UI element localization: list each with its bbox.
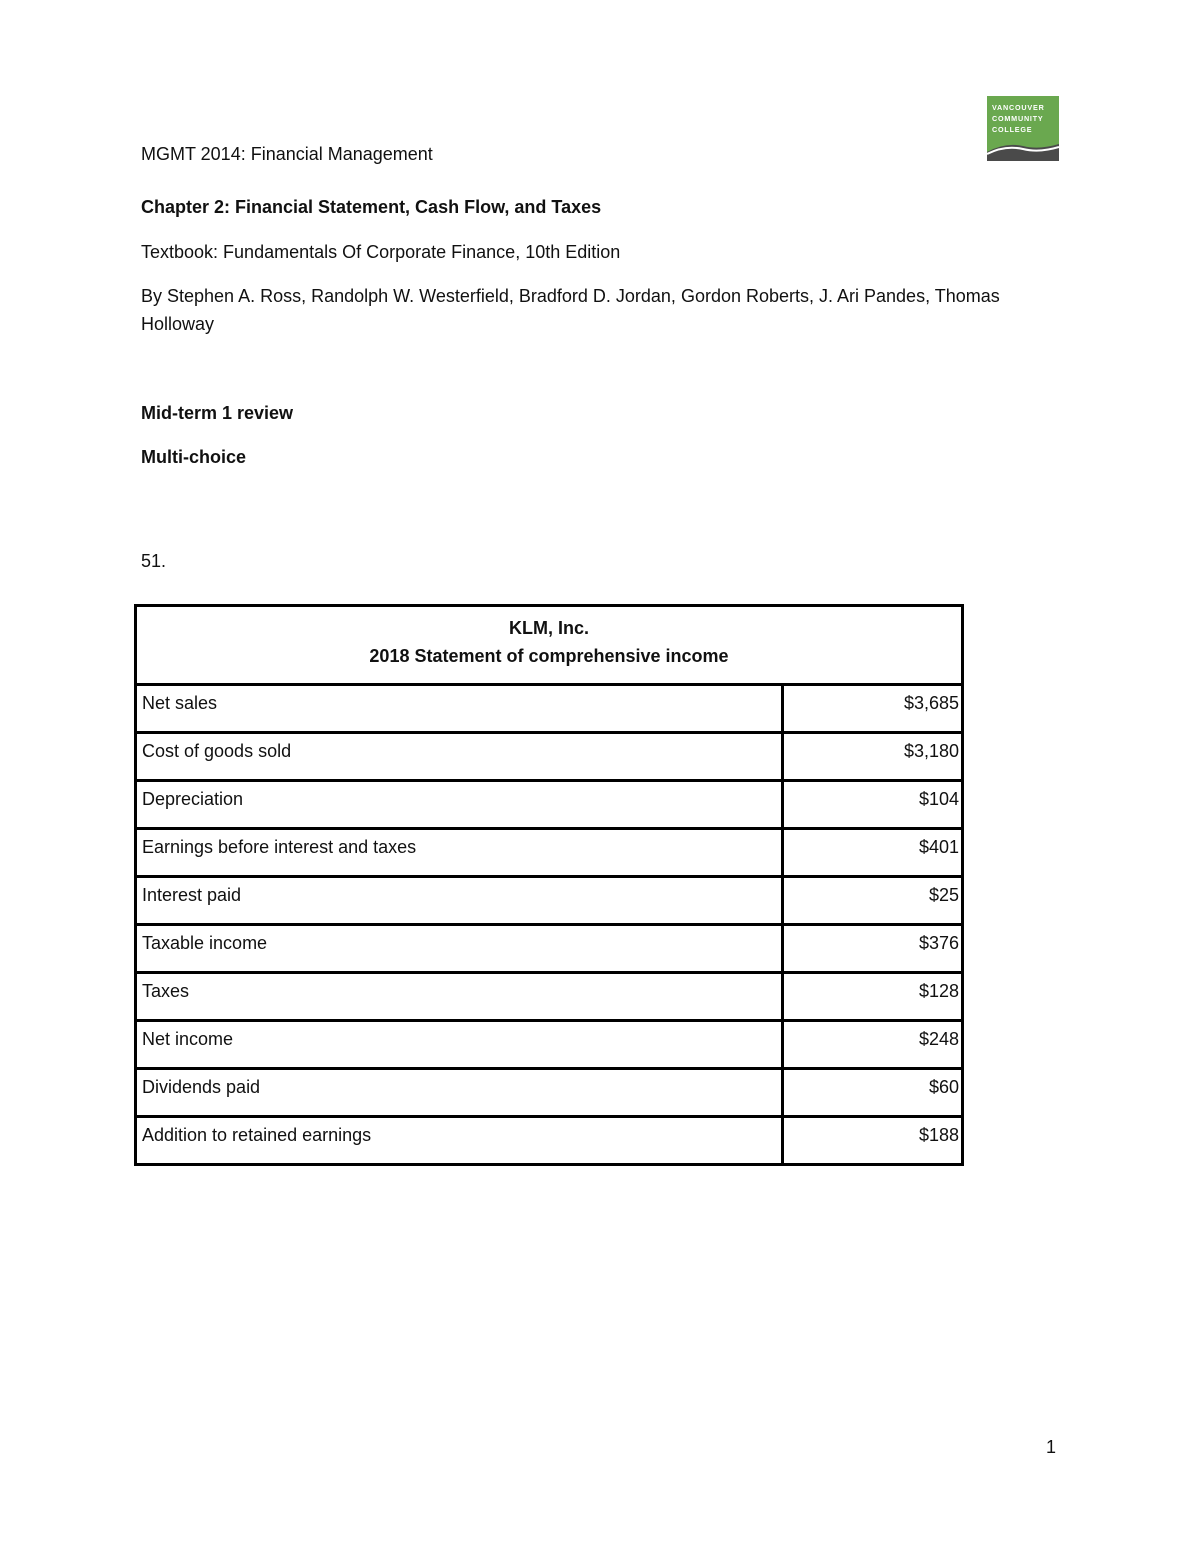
row-value: $60 <box>928 1077 959 1097</box>
college-logo <box>987 96 1059 161</box>
table-row <box>137 926 961 974</box>
row-value: $376 <box>918 933 959 953</box>
table-row <box>137 878 961 926</box>
row-value: $3,180 <box>903 741 959 761</box>
logo-line-1: VANCOUVER <box>992 103 1045 112</box>
row-label: Depreciation <box>142 789 244 809</box>
authors-line: By Stephen A. Ross, Randolph W. Westerfield, Bradford D. Jordan, Gordon Roberts, J. Ari Pandes, Thomas <box>141 286 1000 306</box>
table-row <box>137 686 961 734</box>
statement-title: 2018 Statement of comprehensive income <box>369 646 729 666</box>
row-label: Addition to retained earnings <box>142 1125 372 1145</box>
question-number: 51. <box>141 551 167 571</box>
review-heading: Mid-term 1 review <box>141 403 294 423</box>
table-row <box>137 1022 961 1070</box>
authors-line-continued: Holloway <box>141 314 215 334</box>
row-value: $25 <box>928 885 959 905</box>
row-value: $3,685 <box>903 693 959 713</box>
row-label: Net income <box>142 1029 234 1049</box>
table-row <box>137 1070 961 1118</box>
table-header <box>137 607 961 686</box>
row-label: Earnings before interest and taxes <box>142 837 417 857</box>
row-label: Net sales <box>142 693 218 713</box>
income-statement-table <box>134 604 964 1166</box>
table-row <box>137 734 961 782</box>
row-value: $128 <box>918 981 959 1001</box>
textbook-line: Textbook: Fundamentals Of Corporate Finance, 10th Edition <box>141 242 621 262</box>
row-label: Interest paid <box>142 885 242 905</box>
company-name: KLM, Inc. <box>509 618 589 638</box>
logo-line-3: COLLEGE <box>992 125 1033 134</box>
logo-line-2: COMMUNITY <box>992 114 1044 123</box>
row-value: $248 <box>918 1029 959 1049</box>
course-title: MGMT 2014: Financial Management <box>141 144 433 164</box>
section-heading: Multi-choice <box>141 447 247 467</box>
table-row <box>137 830 961 878</box>
row-value: $188 <box>918 1125 959 1145</box>
row-label: Taxes <box>142 981 190 1001</box>
page-number: 1 <box>1046 1437 1057 1457</box>
table-row <box>137 1118 961 1166</box>
row-value: $401 <box>918 837 959 857</box>
row-label: Cost of goods sold <box>142 741 292 761</box>
row-value: $104 <box>918 789 959 809</box>
chapter-title: Chapter 2: Financial Statement, Cash Flow, and Taxes <box>141 197 602 217</box>
table-row <box>137 974 961 1022</box>
table-row <box>137 782 961 830</box>
row-label: Dividends paid <box>142 1077 261 1097</box>
row-label: Taxable income <box>142 933 268 953</box>
